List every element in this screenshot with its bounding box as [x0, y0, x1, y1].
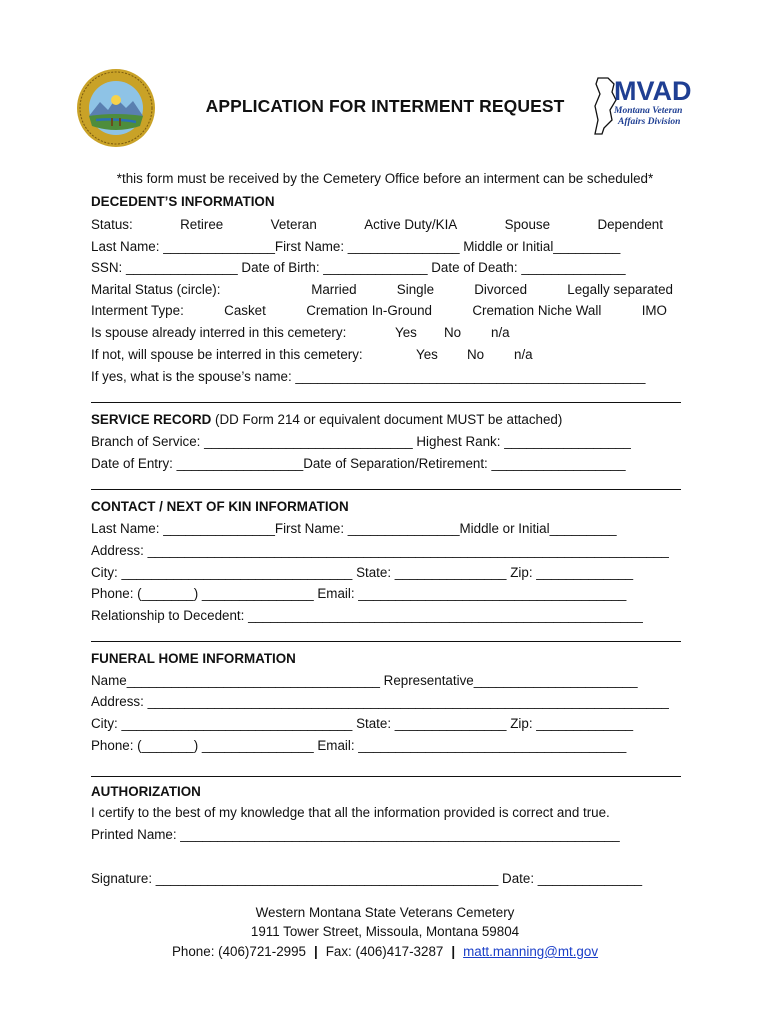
spouse-will-yes[interactable]: Yes [416, 347, 438, 362]
funeral-city-state-zip-fields[interactable]: City: _______________________________ State: _______________ Zip: _____________ [91, 716, 634, 731]
spouse-will-label: If not, will spouse be interred in this cemetery: [91, 347, 363, 362]
spouse-name-field[interactable]: If yes, what is the spouse’s name: _______________________________________________ [91, 369, 646, 384]
spouse-will-no[interactable]: No [467, 347, 485, 362]
decedent-name-fields[interactable]: Last Name: _______________First Name: _______________ Middle or Initial_________ [91, 239, 621, 254]
mvad-line-1: Montana Veteran [614, 106, 683, 116]
funeral-heading: FUNERAL HOME INFORMATION [91, 651, 296, 666]
funeral-phone-email-fields[interactable]: Phone: (_______) _______________ Email: ____________________________________ [91, 738, 627, 753]
section-divider [91, 402, 681, 403]
status-row [91, 216, 677, 234]
footer-separator: | [451, 944, 456, 959]
certify-statement: I certify to the best of my knowledge that all the information provided is correct and true. [91, 805, 610, 820]
service-heading: SERVICE RECORD [91, 412, 212, 427]
relationship-field[interactable]: Relationship to Decedent: _____________________________________________________ [91, 608, 643, 623]
footer-contact-row [0, 942, 770, 961]
status-option-veteran[interactable]: Veteran [270, 217, 317, 232]
marital-option-married[interactable]: Married [311, 282, 357, 297]
spouse-interred-na[interactable]: n/a [491, 325, 510, 340]
contact-phone-email-fields[interactable]: Phone: (_______) _______________ Email: ____________________________________ [91, 586, 627, 601]
service-heading-row [91, 411, 677, 429]
interment-option-in-ground[interactable]: Cremation In-Ground [306, 303, 432, 318]
section-divider [91, 776, 681, 777]
section-divider [91, 641, 681, 642]
interment-option-niche-wall[interactable]: Cremation Niche Wall [472, 303, 602, 318]
footer-phone: Phone: (406)721-2995 [171, 944, 306, 959]
branch-rank-fields[interactable]: Branch of Service: ____________________________ Highest Rank: _________________ [91, 434, 631, 449]
status-option-active-duty[interactable]: Active Duty/KIA [364, 217, 458, 232]
status-label: Status: [91, 217, 133, 232]
marital-option-separated[interactable]: Legally separated [567, 282, 673, 297]
section-divider [91, 489, 681, 490]
spouse-interred-no[interactable]: No [444, 325, 462, 340]
contact-name-fields[interactable]: Last Name: _______________First Name: _______________Middle or Initial_________ [91, 521, 617, 536]
ssn-birth-death-fields[interactable]: SSN: _______________ Date of Birth: ______________ Date of Death: ______________ [91, 260, 626, 275]
marital-option-divorced[interactable]: Divorced [474, 282, 528, 297]
notice-text: *this form must be received by the Cemetery Office before an interment can be scheduled* [116, 171, 654, 186]
marital-status-row [91, 281, 677, 299]
spouse-will-na[interactable]: n/a [514, 347, 533, 362]
status-option-dependent[interactable]: Dependent [597, 217, 663, 232]
contact-address-field[interactable]: Address: ______________________________________________________________________ [91, 543, 669, 558]
interment-type-row [91, 302, 677, 320]
footer-org: Western Montana State Veterans Cemetery [255, 905, 515, 920]
entry-separation-fields[interactable]: Date of Entry: _________________Date of Separation/Retirement: __________________ [91, 456, 626, 471]
spouse-interred-label: Is spouse already interred in this cemetery: [91, 325, 347, 340]
mvad-letters: MVAD [614, 76, 692, 106]
contact-city-state-zip-fields[interactable]: City: _______________________________ State: _______________ Zip: _____________ [91, 565, 634, 580]
mvad-logo [592, 76, 704, 138]
form-title: APPLICATION FOR INTERMENT REQUEST [205, 96, 565, 116]
footer-separator: | [313, 944, 318, 959]
mvad-line-2: Affairs Division [618, 117, 681, 127]
status-option-spouse[interactable]: Spouse [504, 217, 551, 232]
footer-email-link[interactable]: matt.manning@mt.gov [463, 944, 599, 959]
decedent-heading: DECEDENT’S INFORMATION [91, 194, 275, 209]
service-heading-note: (DD Form 214 or equivalent document MUST be attached) [211, 412, 563, 427]
spouse-will-row [91, 346, 677, 364]
montana-outline-icon [592, 76, 704, 138]
contact-heading: CONTACT / NEXT OF KIN INFORMATION [91, 499, 349, 514]
funeral-address-field[interactable]: Address: ______________________________________________________________________ [91, 694, 669, 709]
interment-type-label: Interment Type: [91, 303, 184, 318]
status-option-retiree[interactable]: Retiree [180, 217, 224, 232]
marital-option-single[interactable]: Single [396, 282, 435, 297]
footer-address: 1911 Tower Street, Missoula, Montana 59804 [250, 924, 520, 939]
printed-name-field[interactable]: Printed Name: ___________________________________________________________ [91, 827, 620, 842]
interment-option-casket[interactable]: Casket [224, 303, 266, 318]
interment-option-imo[interactable]: IMO [641, 303, 667, 318]
funeral-name-rep-fields[interactable]: Name__________________________________ Representative______________________ [91, 673, 638, 688]
authorization-heading: AUTHORIZATION [91, 784, 201, 799]
signature-date-fields[interactable]: Signature: ______________________________________________ Date: ______________ [91, 871, 643, 886]
footer-fax: Fax: (406)417-3287 [325, 944, 444, 959]
spouse-interred-row [91, 324, 677, 342]
spouse-interred-yes[interactable]: Yes [395, 325, 417, 340]
marital-status-label: Marital Status (circle): [91, 282, 221, 297]
